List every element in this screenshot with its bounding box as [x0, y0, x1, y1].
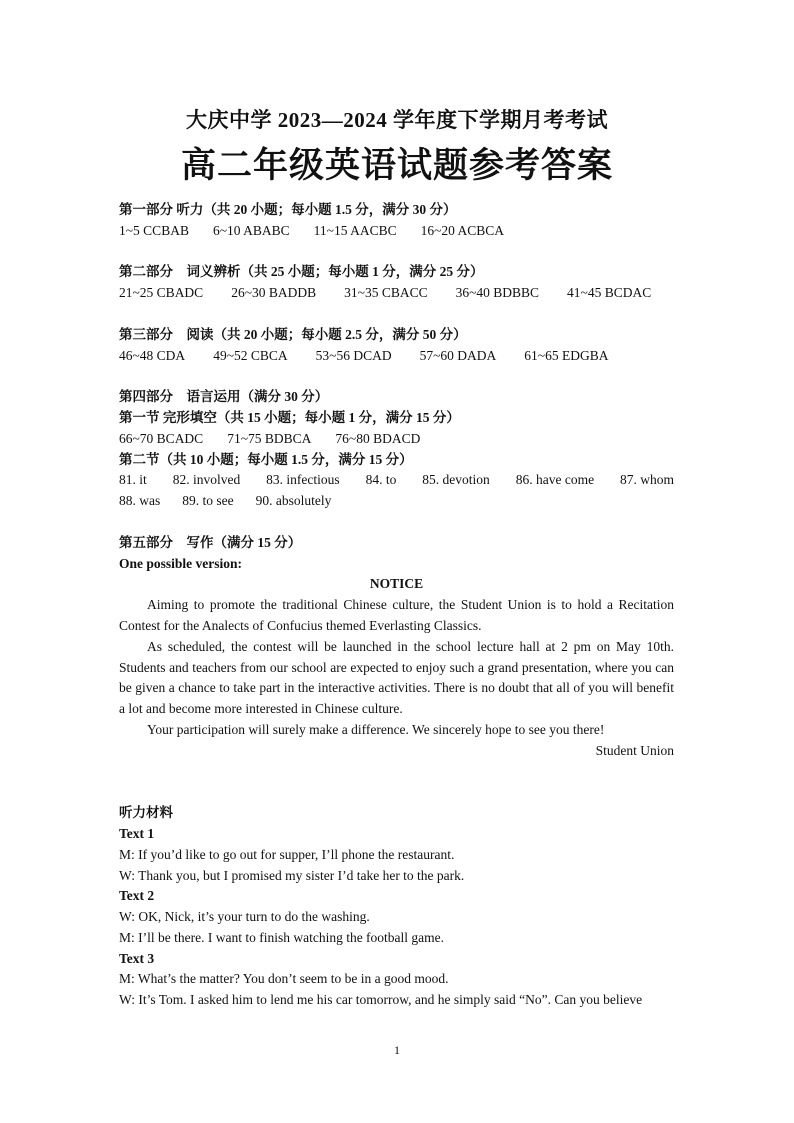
- part2-heading: 第二部分 词义辨析（共 25 小题；每小题 1 分，满分 25 分）: [119, 264, 484, 280]
- notice-paragraph: Aiming to promote the traditional Chinese culture, the Student Union is to hold a Recitation Contest for the Analects of Confucius themed Everlasting Classics.: [119, 597, 674, 633]
- answer-item: 84. to: [365, 472, 397, 488]
- answer-group: 16~20 ACBCA: [420, 222, 505, 238]
- answer-group: 6~10 ABABC: [212, 222, 290, 238]
- answer-group: 36~40 BDBBC: [455, 285, 540, 301]
- part3-heading: 第三部分 阅读（共 20 小题；每小题 2.5 分，满分 50 分）: [119, 326, 467, 342]
- answer-group: 61~65 EDGBA: [524, 347, 609, 363]
- part1-answers: [119, 221, 674, 242]
- notice-signature: Student Union: [595, 742, 674, 758]
- answer-item: 89. to see: [182, 493, 234, 509]
- part5-heading: 第五部分 写作（满分 15 分）: [119, 534, 302, 550]
- dialogue-line: M: If you’d like to go out for supper, I’ll phone the restaurant.: [119, 846, 455, 862]
- notice-title: NOTICE: [369, 576, 424, 592]
- school-exam-title: 大庆中学 2023—2024 学年度下学期月考考试: [186, 108, 608, 132]
- answer-item: 88. was: [119, 493, 161, 509]
- dialogue-line: M: I’ll be there. I want to finish watching the football game.: [119, 929, 445, 945]
- part4-heading: 第四部分 语言运用（满分 30 分）: [119, 389, 329, 405]
- answer-group: 46~48 CDA: [119, 347, 186, 363]
- answer-group: 11~15 AACBC: [313, 222, 397, 238]
- part4-section1-answers: [119, 429, 674, 450]
- answer-item: 85. devotion: [422, 472, 490, 488]
- text-label: Text 1: [119, 825, 155, 841]
- part4-section1-heading: 第一节 完形填空（共 15 小题；每小题 1 分，满分 15 分）: [119, 409, 460, 425]
- answer-group: 31~35 CBACC: [344, 285, 428, 301]
- answer-item: 87. whom: [620, 472, 674, 488]
- answer-group: 21~25 CBADC: [119, 285, 204, 301]
- part4-section2-answers-row2: [119, 491, 674, 512]
- version-label: One possible version:: [119, 555, 243, 571]
- part4-section2-heading: 第二节（共 10 小题；每小题 1.5 分，满分 15 分）: [119, 451, 413, 467]
- text-label: Text 2: [119, 888, 155, 904]
- answer-group: 76~80 BDACD: [335, 430, 421, 446]
- answer-group: 71~75 BDBCA: [227, 430, 312, 446]
- part1-heading: 第一部分 听力（共 20 小题；每小题 1.5 分，满分 30 分）: [119, 202, 457, 217]
- answer-item: 83. infectious: [266, 472, 340, 488]
- text-label: Text 3: [119, 950, 155, 966]
- part4-section2-answers-row1: [119, 470, 674, 491]
- dialogue-line: M: What’s the matter? You don’t seem to be in a good mood.: [119, 971, 449, 987]
- answer-group: 49~52 CBCA: [213, 347, 288, 363]
- answer-group: 66~70 BCADC: [119, 430, 204, 446]
- answer-group: 53~56 DCAD: [315, 347, 392, 363]
- answer-item: 86. have come: [515, 472, 595, 488]
- answer-item: 82. involved: [172, 472, 241, 488]
- listening-heading: 听力材料: [119, 805, 173, 821]
- answer-group: 41~45 BCDAC: [567, 285, 652, 301]
- answer-group: 1~5 CCBAB: [119, 222, 189, 238]
- document-body: [119, 200, 674, 1011]
- part3-answers: [119, 346, 674, 367]
- dialogue-line: W: Thank you, but I promised my sister I’d take her to the park.: [119, 867, 465, 883]
- notice-paragraph: Your participation will surely make a difference. We sincerely hope to see you there!: [147, 721, 605, 737]
- page-title: 高二年级英语试题参考答案: [180, 146, 613, 185]
- dialogue-line: W: OK, Nick, it’s your turn to do the washing.: [119, 909, 370, 925]
- part2-answers: [119, 283, 674, 304]
- answer-item: 90. absolutely: [255, 493, 332, 509]
- dialogue-line: W: It’s Tom. I asked him to lend me his car tomorrow, and he simply said “No”. Can you believe: [119, 992, 643, 1008]
- page-number: 1: [394, 1043, 400, 1057]
- answer-group: 26~30 BADDB: [231, 285, 317, 301]
- notice-paragraph: As scheduled, the contest will be launched in the school lecture hall at 2 pm on May 10th. Students and teachers from our school are expected to enjoy such a grand presentation, where you can be given a chance to take part in the interactive activities. There is no doubt that all of you will benefit a lot and become more interested in Chinese culture.: [119, 638, 674, 717]
- answer-item: 81. it: [119, 472, 147, 488]
- answer-group: 57~60 DADA: [419, 347, 497, 363]
